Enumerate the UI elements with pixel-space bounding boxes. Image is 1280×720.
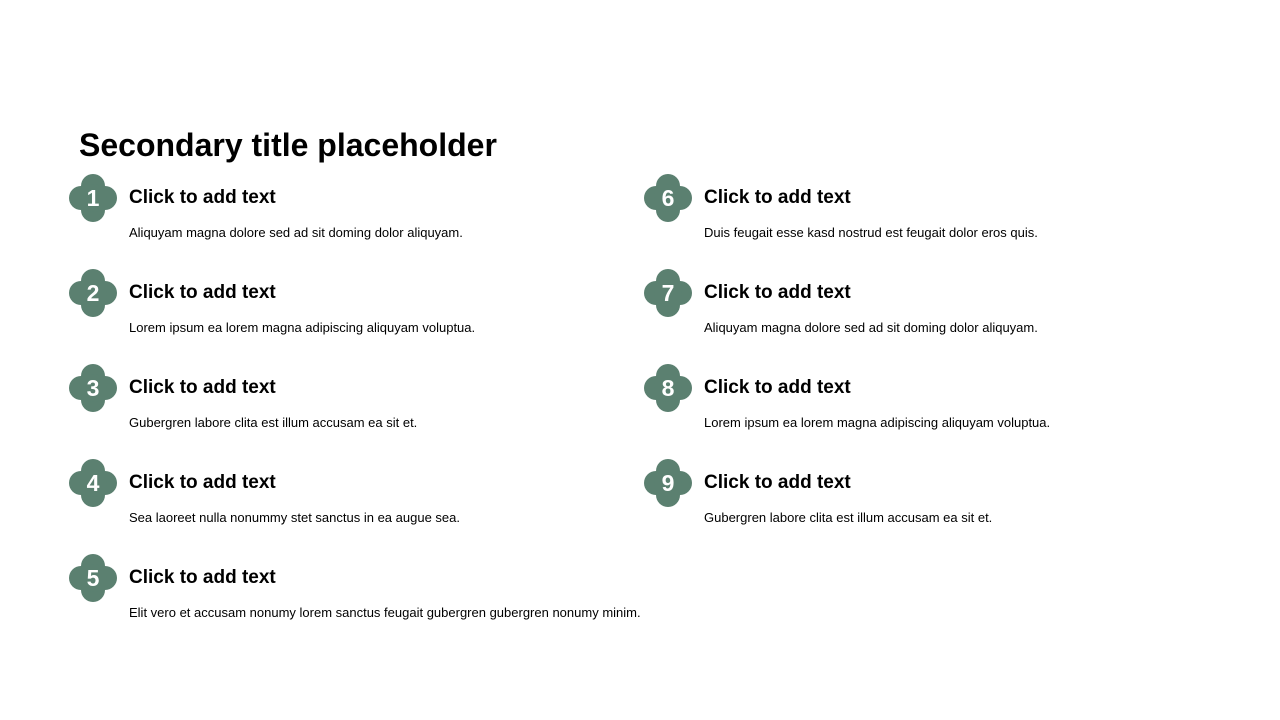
number-badge-icon bbox=[69, 364, 117, 412]
list-item-6 bbox=[644, 174, 1204, 244]
item-description[interactable]: Elit vero et accusam nonumy lorem sanctus feugait gubergren gubergren nonumy minim. bbox=[129, 605, 641, 620]
number-badge-icon bbox=[69, 459, 117, 507]
item-number: 2 bbox=[86, 280, 100, 306]
slide-title[interactable]: Secondary title placeholder bbox=[79, 127, 497, 163]
item-heading[interactable]: Click to add text bbox=[129, 187, 276, 208]
number-badge-icon bbox=[644, 364, 692, 412]
item-description[interactable]: Sea laoreet nulla nonummy stet sanctus in ea augue sea. bbox=[129, 510, 460, 525]
item-description[interactable]: Aliquyam magna dolore sed ad sit doming dolor aliquyam. bbox=[129, 225, 463, 240]
item-number: 1 bbox=[86, 185, 100, 211]
item-description[interactable]: Gubergren labore clita est illum accusam ea sit et. bbox=[129, 415, 418, 430]
number-badge-icon bbox=[69, 174, 117, 222]
list-item-8 bbox=[644, 364, 1204, 434]
list-item-2 bbox=[69, 269, 629, 339]
list-item-9 bbox=[644, 459, 1204, 529]
list-item-7 bbox=[644, 269, 1204, 339]
item-description[interactable]: Lorem ipsum ea lorem magna adipiscing aliquyam voluptua. bbox=[129, 320, 476, 335]
number-badge-icon bbox=[644, 269, 692, 317]
item-heading[interactable]: Click to add text bbox=[704, 187, 851, 208]
item-number: 4 bbox=[86, 470, 100, 496]
list-item-5 bbox=[69, 554, 641, 624]
item-heading[interactable]: Click to add text bbox=[704, 282, 851, 303]
number-badge-icon bbox=[644, 459, 692, 507]
list-item-4 bbox=[69, 459, 629, 529]
item-heading[interactable]: Click to add text bbox=[704, 377, 851, 398]
item-heading[interactable]: Click to add text bbox=[129, 377, 276, 398]
item-description[interactable]: Duis feugait esse kasd nostrud est feugait dolor eros quis. bbox=[704, 225, 1038, 240]
list-item-3 bbox=[69, 364, 629, 434]
item-heading[interactable]: Click to add text bbox=[129, 472, 276, 493]
item-description[interactable]: Aliquyam magna dolore sed ad sit doming dolor aliquyam. bbox=[704, 320, 1038, 335]
number-badge-icon bbox=[69, 269, 117, 317]
item-heading[interactable]: Click to add text bbox=[704, 472, 851, 493]
item-number: 3 bbox=[86, 375, 100, 401]
item-number: 8 bbox=[661, 375, 675, 401]
item-number: 6 bbox=[661, 185, 675, 211]
item-number: 5 bbox=[86, 565, 100, 591]
item-description[interactable]: Lorem ipsum ea lorem magna adipiscing aliquyam voluptua. bbox=[704, 415, 1051, 430]
item-description[interactable]: Gubergren labore clita est illum accusam ea sit et. bbox=[704, 510, 993, 525]
item-number: 7 bbox=[661, 280, 675, 306]
item-heading[interactable]: Click to add text bbox=[129, 282, 276, 303]
item-heading[interactable]: Click to add text bbox=[129, 567, 276, 588]
list-item-1 bbox=[69, 174, 629, 244]
number-badge-icon bbox=[644, 174, 692, 222]
number-badge-icon bbox=[69, 554, 117, 602]
item-number: 9 bbox=[661, 470, 675, 496]
